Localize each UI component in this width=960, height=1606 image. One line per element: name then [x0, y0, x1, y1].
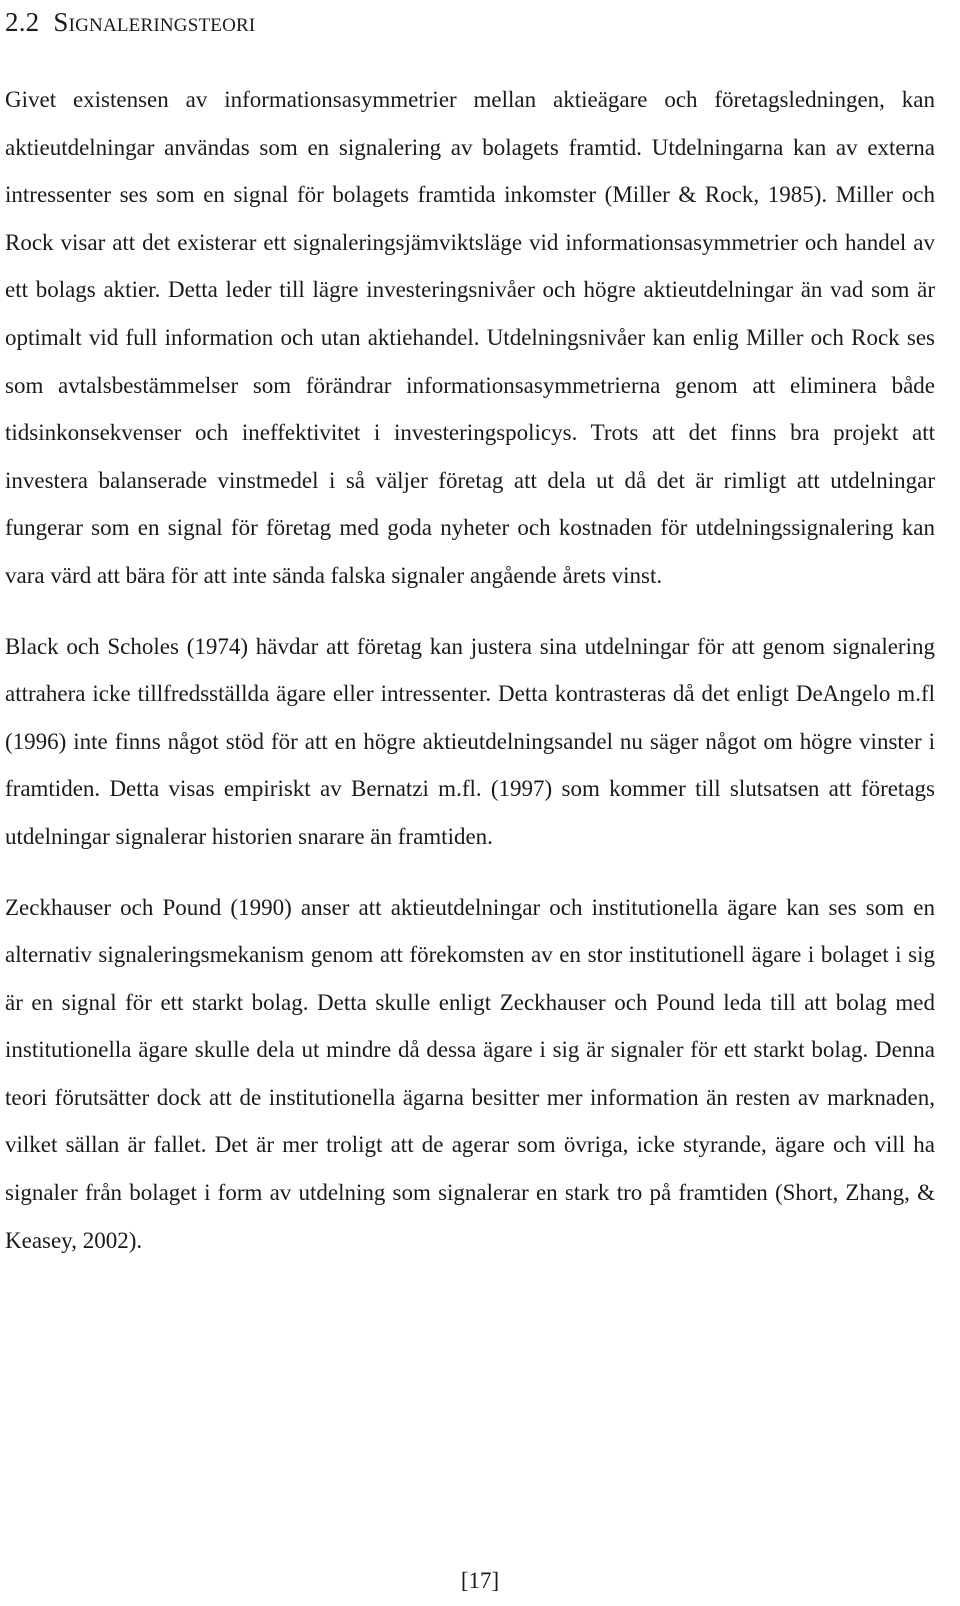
- paragraph-black-scholes: Black och Scholes (1974) hävdar att företag kan justera sina utdelningar för att genom signalering attrahera icke tillfredsställda ägare eller intressenter. Detta kontrasteras då det enligt DeAngelo m.fl (1996) inte finns något stöd för att en högre aktieutdelningsandel nu säger något om högre vinster i framtiden. Detta visas empiriskt av Bernatzi m.fl. (1997) som kommer till slutsatsen att företags utdelningar signalerar historien snarare än framtiden.: [5, 633, 935, 849]
- paragraph-signaling-miller-rock: Givet existensen av informationsasymmetrier mellan aktieägare och företagsledningen, kan aktieutdelningar användas som en signalering av bolagets framtid. Utdelningarna kan av externa intressenter ses som en signal för bolagets framtida inkomster (Miller & Rock, 1985). Miller och Rock visar att det existerar ett signaleringsjämviktsläge vid informationsasymmetrier och handel av ett bolags aktier. Detta leder till lägre investeringsnivåer och högre aktieutdelningar än vad som är optimalt vid full information och utan aktiehandel. Utdelningsnivåer kan enlig Miller och Rock ses som avtalsbestämmelser som förändrar informationsasymmetrierna genom att eliminera både tidsinkonsekvenser och ineffektivitet i investeringspolicys. Trots att det finns bra projekt att investera balanserade vinstmedel i så väljer företag att dela ut då det är rimligt att utdelningar fungerar som en signal för företag med goda nyheter och kostnaden för utdelningssignalering kan vara värd att bära för att inte sända falska signaler angående årets vinst.: [5, 87, 935, 588]
- page-number: [17]: [460, 1568, 500, 1593]
- paragraph-zeckhauser-pound: Zeckhauser och Pound (1990) anser att aktieutdelningar och institutionella ägare kan ses som en alternativ signaleringsmekanism genom att förekomsten av en stor institutionell ägare i bolaget i sig är en signal för ett starkt bolag. Detta skulle enligt Zeckhauser och Pound leda till att bolag med institutionella ägare skulle dela ut mindre då dessa ägare i sig är signaler för ett starkt bolag. Denna teori förutsätter dock att de institutionella ägarna besitter mer information än resten av marknaden, vilket sällan är fallet. Det är mer troligt att de agerar som övriga, icke styrande, ägare och vill ha signaler från bolaget i form av utdelning som signalerar en stark tro på framtiden (Short, Zhang, & Keasey, 2002).: [5, 894, 935, 1253]
- section-heading: [5, 0, 935, 42]
- document-page: [5, 0, 935, 1264]
- section-title: Signaleringsteori: [53, 7, 256, 37]
- section-number: 2.2: [5, 7, 40, 37]
